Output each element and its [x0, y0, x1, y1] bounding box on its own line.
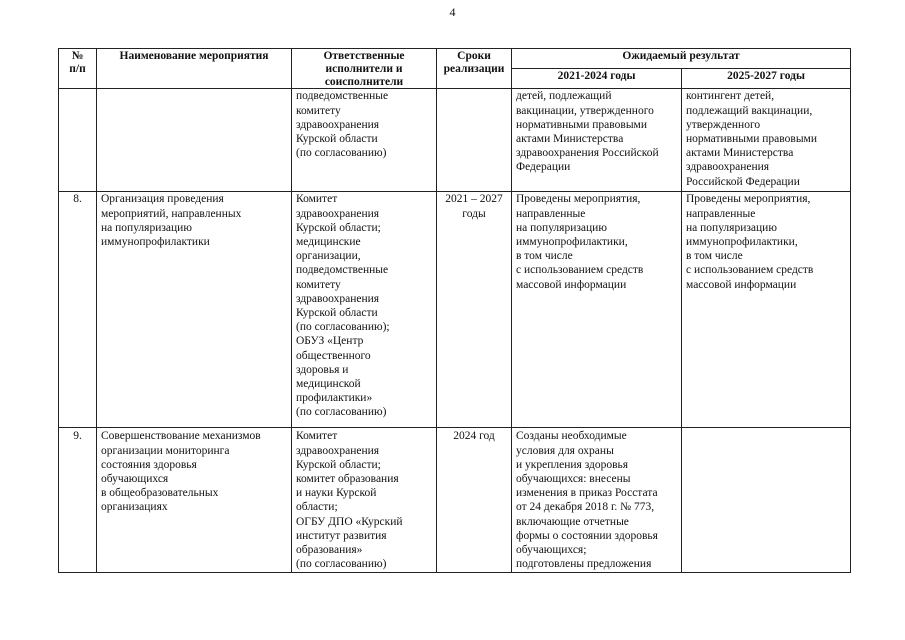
row-result-2025-2027: Проведены мероприятия, направленные на популяризацию иммунопрофилактики, в том числе с использованием средств массовой информации	[682, 192, 851, 428]
row-result-2021-2024: Проведены мероприятия, направленные на популяризацию иммунопрофилактики, в том числе с использованием средств массовой информации	[512, 192, 682, 428]
row-name: Организация проведения мероприятий, направленных на популяризацию иммунопрофилактики	[97, 192, 292, 428]
header-period-2: 2025-2027 годы	[682, 69, 851, 89]
header-terms: Сроки реализации	[437, 49, 512, 89]
row-responsible: Комитет здравоохранения Курской области; комитет образования и науки Курской области; ОГБУ ДПО «Курский институт развития образования» (по согласованию)	[292, 428, 437, 573]
row-num: 9.	[59, 428, 97, 573]
header-num: № п/п	[59, 49, 97, 89]
row-num	[59, 89, 97, 192]
row-responsible: подведомственные комитету здравоохранения Курской области (по согласованию)	[292, 89, 437, 192]
header-name: Наименование мероприятия	[97, 49, 292, 89]
measures-table	[58, 48, 851, 573]
header-responsible: Ответственные исполнители и соисполнители	[292, 49, 437, 89]
table-row	[59, 428, 851, 573]
row-result-2021-2024: детей, подлежащий вакцинации, утвержденного нормативными правовыми актами Министерства здравоохранения Российской Федерации	[512, 89, 682, 192]
row-terms: 2024 год	[437, 428, 512, 573]
page-number: 4	[449, 5, 456, 19]
row-result-2025-2027	[682, 428, 851, 573]
row-num: 8.	[59, 192, 97, 428]
row-terms: 2021 – 2027 годы	[437, 192, 512, 428]
row-result-2021-2024: Созданы необходимые условия для охраны и укрепления здоровья обучающихся: внесены изменения в приказ Росстата от 24 декабря 2018 г. № 773, включающие отчетные формы о состоянии здоровья обучающихся; подготовлены предложения	[512, 428, 682, 573]
row-name	[97, 89, 292, 192]
table-row	[59, 192, 851, 428]
row-result-2025-2027: контингент детей, подлежащий вакцинации, утвержденного нормативными правовыми актами Министерства здравоохранения Российской Федерации	[682, 89, 851, 192]
header-period-1: 2021-2024 годы	[512, 69, 682, 89]
table-header-row	[59, 49, 851, 69]
header-expected-result: Ожидаемый результат	[512, 49, 851, 69]
table-row	[59, 89, 851, 192]
row-name: Совершенствование механизмов организации мониторинга состояния здоровья обучающихся в общеобразовательных организациях	[97, 428, 292, 573]
row-responsible: Комитет здравоохранения Курской области; медицинские организации, подведомственные комитету здравоохранения Курской области (по согласованию); ОБУЗ «Центр общественного здоровья и медицинской профилактики» (по согласованию)	[292, 192, 437, 428]
row-terms	[437, 89, 512, 192]
